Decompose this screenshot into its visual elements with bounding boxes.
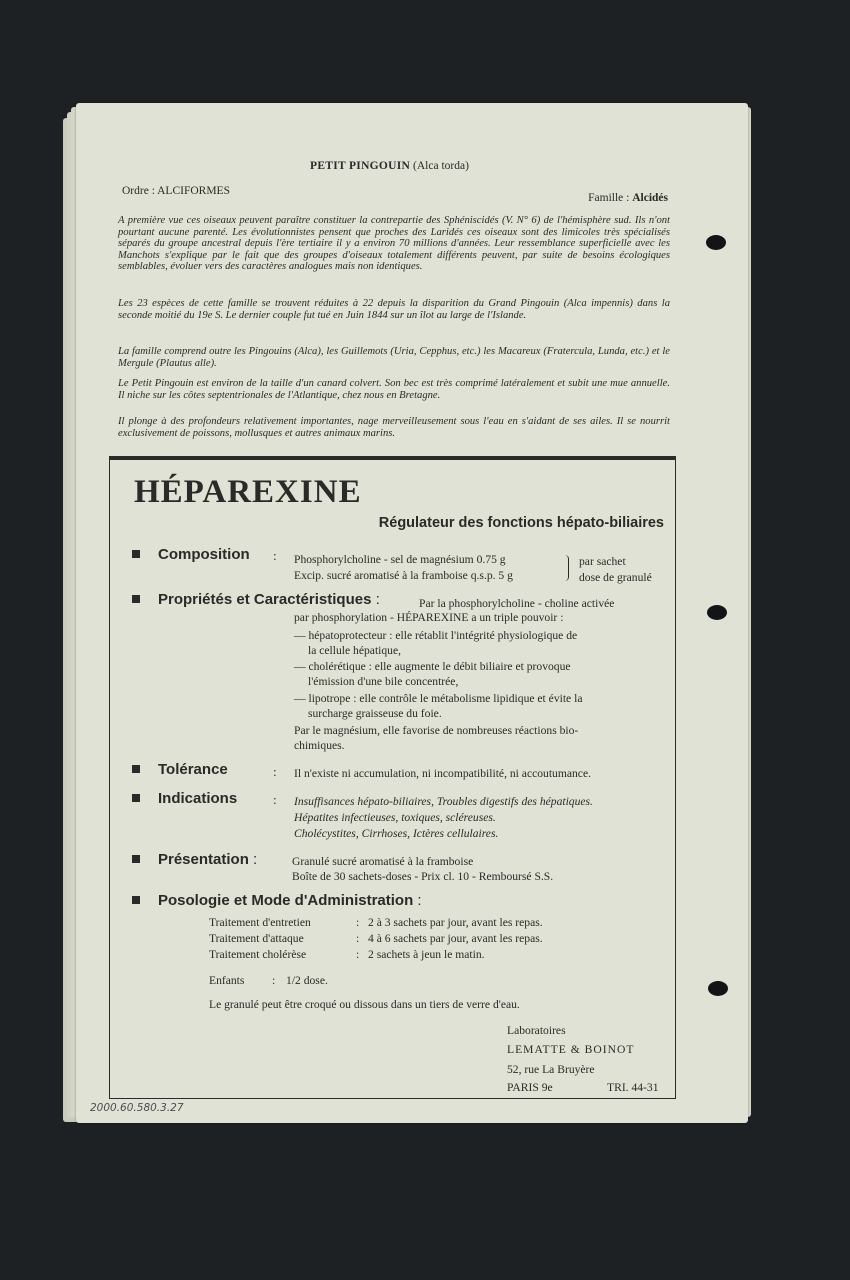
bird-paragraph-4: Le Petit Pingouin est environ de la taille d'un canard colvert. Son bec est très comprimé latéralement et subit une mue annuelle. Il niche sur les côtes septentrionales de l'Atlantique, chez nous en Bretagne. <box>118 378 670 401</box>
posologie-colon: : <box>356 948 360 961</box>
proprietes-intro-1: Par la phosphorylcholine - choline activée <box>419 597 615 610</box>
posologie-colon: : <box>272 974 276 987</box>
bullet-square-icon <box>132 896 140 904</box>
presentation-label: Présentation <box>158 851 249 868</box>
proprietes-item-1a: — hépatoprotecteur : elle rétablit l'intégrité physiologique de <box>294 629 578 642</box>
composition-label: Composition <box>158 546 250 563</box>
lab-line-1: Laboratoires <box>507 1024 566 1037</box>
advertisement-box <box>109 456 676 1099</box>
posologie-enfants-label: Enfants <box>209 974 245 987</box>
ad-subtitle: Régulateur des fonctions hépato-biliaires <box>378 515 664 531</box>
bullet-square-icon <box>132 550 140 558</box>
proprietes-magnesium-1: Par le magnésium, elle favorise de nombreuses réactions bio- <box>294 724 579 737</box>
composition-note-1: par sachet <box>579 555 626 568</box>
tolerance-colon: : <box>273 764 277 779</box>
posologie-row-1-value: 2 à 3 sachets par jour, avant les repas. <box>368 916 543 929</box>
presentation-heading: Présentation : <box>132 851 257 868</box>
bird-family-label: Famille : <box>588 192 633 204</box>
bird-title-latin: (Alca torda) <box>410 160 469 172</box>
tolerance-label: Tolérance <box>158 761 228 778</box>
proprietes-item-2a: — cholérétique : elle augmente le débit biliaire et provoque <box>294 660 571 673</box>
posologie-row-2-value: 4 à 6 sachets par jour, avant les repas. <box>368 932 543 945</box>
indications-colon: : <box>273 792 277 807</box>
indications-line-1: Insuffisances hépato-biliaires, Troubles digestifs des hépatiques. <box>294 795 593 808</box>
inventory-number: 2000.60.580.3.27 <box>90 1102 184 1114</box>
bullet-square-icon <box>132 855 140 863</box>
composition-line-1: Phosphorylcholine - sel de magnésium 0.75 g <box>294 553 506 566</box>
bird-paragraph-1: A première vue ces oiseaux peuvent paraître constituer la contrepartie des Sphéniscidés (V. N° 6) de l'hémisphère sud. Ils n'ont pourtant aucune parenté. Les évolutionnistes pensent que proches des Laridés ces oiseaux sont des limicoles très spécialisés séparés du groupe ancestral depuis l'ère tertiaire il y a environ 70 millions d'années. Leur ressemblance superficielle avec les Manchots s'explique par le fait que des groupes d'oiseaux totalement différents peuvent, par suite de besoins écologiques semblables, évoluer vers des caractères analogues mais non identiques. <box>118 215 670 272</box>
presentation-line-1: Granulé sucré aromatisé à la framboise <box>292 855 474 868</box>
composition-brace <box>565 555 569 581</box>
posologie-row-3-label: Traitement cholérèse <box>209 948 307 961</box>
bird-paragraph-5: Il plonge à des profondeurs relativement importantes, nage merveilleusement sous l'eau en s'aidant de ses ailes. Il se nourrit exclusivement de poissons, mollusques et autres animaux marins. <box>118 416 670 439</box>
presentation-line-2: Boîte de 30 sachets-doses - Prix cl. 10 - Remboursé S.S. <box>292 870 554 883</box>
posologie-row-1-label: Traitement d'entretien <box>209 916 311 929</box>
composition-colon: : <box>273 548 277 563</box>
bird-order: Ordre : ALCIFORMES <box>122 185 230 197</box>
punch-hole-middle <box>707 605 727 620</box>
indications-heading <box>132 790 237 807</box>
indications-line-2: Hépatites infectieuses, toxiques, scléreuses. <box>294 811 496 824</box>
indications-line-3: Cholécystites, Cirrhoses, Ictères cellulaires. <box>294 827 499 840</box>
posologie-row-2-label: Traitement d'attaque <box>209 932 304 945</box>
bullet-square-icon <box>132 595 140 603</box>
proprietes-item-2b: l'émission d'une bile concentrée, <box>308 675 459 688</box>
proprietes-magnesium-2: chimiques. <box>294 739 345 752</box>
posologie-enfants-value: 1/2 dose. <box>286 974 328 987</box>
bird-family <box>588 192 668 204</box>
bird-family-value: Alcidés <box>632 192 668 204</box>
composition-note-2: dose de granulé <box>579 571 652 584</box>
proprietes-label: Propriétés et Caractéristiques <box>158 591 372 608</box>
bird-title <box>310 160 469 172</box>
indications-label: Indications <box>158 790 238 807</box>
punch-hole-top <box>706 235 726 250</box>
ad-brand-name: HÉPAREXINE <box>134 474 362 510</box>
proprietes-heading: Propriétés et Caractéristiques : <box>132 591 380 608</box>
proprietes-item-1b: la cellule hépatique, <box>308 644 402 657</box>
lab-address: 52, rue La Bruyère <box>507 1063 595 1076</box>
bird-title-name: PETIT PINGOUIN <box>310 160 411 172</box>
tolerance-text: Il n'existe ni accumulation, ni incompatibilité, ni accoutumance. <box>294 767 591 780</box>
composition-line-2: Excip. sucré aromatisé à la framboise q.s.p. 5 g <box>294 569 513 582</box>
bird-paragraph-3: La famille comprend outre les Pingouins (Alca), les Guillemots (Uria, Cepphus, etc.) les Macareux (Fratercula, Lunda, etc.) et le Mergule (Plautus alle). <box>118 346 670 369</box>
proprietes-item-3b: surcharge graisseuse du foie. <box>308 707 442 720</box>
bird-paragraph-2: Les 23 espèces de cette famille se trouvent réduites à 22 depuis la disparition du Grand Pingouin (Alca impennis) dans la seconde moitié du 19e S. Le dernier couple fut tué en Juin 1844 sur un îlot au large de l'Islande. <box>118 298 670 321</box>
posologie-heading: Posologie et Mode d'Administration : <box>132 892 422 909</box>
punch-hole-bottom <box>708 981 728 996</box>
lab-name: LEMATTE & BOINOT <box>507 1043 635 1056</box>
posologie-label: Posologie et Mode d'Administration <box>158 892 414 909</box>
posologie-colon: : <box>356 932 360 945</box>
lab-telephone: TRI. 44-31 <box>607 1081 659 1094</box>
proprietes-item-3a: — lipotrope : elle contrôle le métabolisme lipidique et évite la <box>294 692 583 705</box>
tolerance-heading <box>132 761 228 778</box>
posologie-colon: : <box>356 916 360 929</box>
posologie-row-3-value: 2 sachets à jeun le matin. <box>368 948 485 961</box>
bullet-square-icon <box>132 765 140 773</box>
composition-heading <box>132 546 250 563</box>
bullet-square-icon <box>132 794 140 802</box>
posologie-note: Le granulé peut être croqué ou dissous dans un tiers de verre d'eau. <box>209 998 520 1011</box>
proprietes-intro-2: par phosphorylation - HÉPAREXINE a un triple pouvoir : <box>294 611 564 624</box>
lab-city: PARIS 9e <box>507 1081 553 1094</box>
